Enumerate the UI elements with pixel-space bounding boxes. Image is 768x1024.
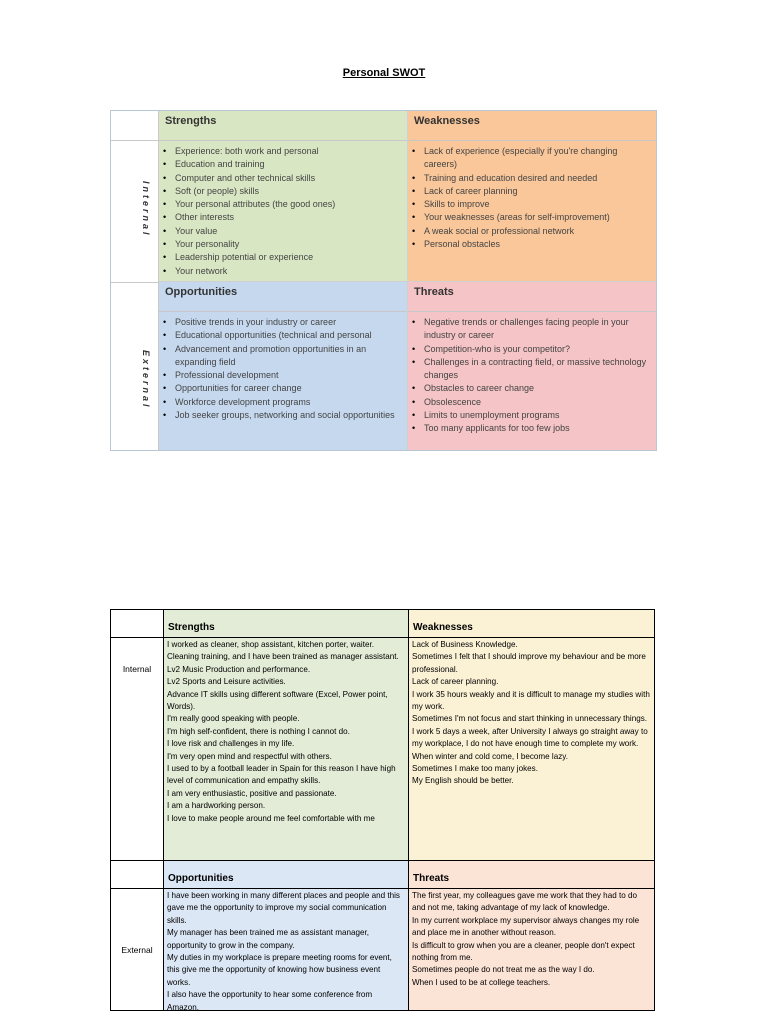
list-item: • Other interests [175,211,403,224]
list-item: • Obstacles to career change [424,382,652,395]
text-line: My English should be better. [412,776,514,786]
list-item: • Job seeker groups, networking and social opportunities [175,409,403,422]
text-line: I have been working in many different places and people and this gave me the opportunity to improve my social communication skills. [167,891,400,925]
personal-opportunities-heading: Opportunities [164,861,409,889]
list-item: • Competition-who is your competitor? [424,343,652,356]
strengths-quadrant [159,111,408,282]
text-line: I'm very open mind and respectful with others. [167,751,332,761]
text-line: Sometimes I felt that I should improve my behaviour and be more professional. [412,652,646,674]
text-line: I work 5 days a week, after University I always go straight away to my workplace, I do not have enough time to complete my work. [412,726,648,749]
text-line: Is difficult to grow when you are a cleaner, people don't expect nothing from me. [412,940,635,963]
list-item: • Your value [175,225,403,238]
personal-swot-table [110,609,655,1011]
text-line: Lack of career planning. [412,677,499,687]
internal-row-label: Internal [111,638,164,861]
side-internal [111,141,159,282]
list-item: • Professional development [175,369,403,382]
text-line: My manager has been trained me as assistant manager, opportunity to grow in the company. [167,928,370,950]
text-line: I'm high self-confident, there is nothing I cannot do. [167,726,350,736]
opportunities-list [159,312,407,422]
list-item: • Your personal attributes (the good ones) [175,198,403,211]
personal-threats-cell [409,889,654,1010]
swot-template-chart [110,110,657,451]
list-item: • Positive trends in your industry or career [175,316,403,329]
text-line: I work 35 hours weakly and it is difficult to manage my studies with my work. [412,689,650,712]
text-line: Advance IT skills using different software (Excel, Power point, Words). [167,689,388,712]
text-line: Lv2 Music Production and performance. [167,664,311,674]
list-item: • Your network [175,265,403,278]
strengths-heading: Strengths [159,111,407,141]
text-line: Cleaning training, and I have been trained as manager assistant. [167,652,399,662]
list-item: • Lack of career planning [424,185,652,198]
list-item: • Advancement and promotion opportunities in an expanding field [175,343,403,370]
list-item: • Challenges in a contracting field, or massive technology changes [424,356,652,383]
text-line: I love risk and challenges in my life. [167,739,295,749]
list-item: • Your personality [175,238,403,251]
external-label: External [141,350,151,410]
weaknesses-quadrant [408,111,656,282]
list-item: • Training and education desired and needed [424,172,652,185]
list-item: • Personal obstacles [424,238,652,251]
list-item: • Limits to unemployment programs [424,409,652,422]
table-corner-cell [111,610,164,638]
text-line: I'm really good speaking with people. [167,714,300,724]
table-mid-blank-cell [111,861,164,889]
list-item: • Your weaknesses (areas for self-improvement) [424,211,652,224]
side-mid-blank [111,282,159,312]
list-item: • Educational opportunities (technical and personal [175,329,403,342]
threats-heading: Threats [408,282,656,312]
internal-label: Internal [141,181,151,238]
personal-strengths-cell [164,638,409,861]
text-line: Sometimes people do not treat me as the way I do. [412,965,595,975]
external-row-label: External [111,889,164,1010]
text-line: When I used to be at college teachers. [412,977,551,987]
text-line: I am a hardworking person. [167,801,266,811]
list-item: • Skills to improve [424,198,652,211]
list-item: • Computer and other technical skills [175,172,403,185]
weaknesses-heading: Weaknesses [408,111,656,141]
threats-quadrant [408,282,656,450]
list-item: • Experience: both work and personal [175,145,403,158]
page-title: Personal SWOT [342,67,426,79]
list-item: • Workforce development programs [175,396,403,409]
text-line: Sometimes I make too many jokes. [412,764,538,774]
list-item: • A weak social or professional network [424,225,652,238]
list-item: • Obsolescence [424,396,652,409]
strengths-list [159,141,407,278]
text-line: In my current workplace my supervisor always changes my role and place me in another without reason. [412,915,640,938]
text-line: Lv2 Sports and Leisure activities. [167,677,286,687]
list-item: • Opportunities for career change [175,382,403,395]
personal-opportunities-cell [164,889,409,1010]
list-item: • Negative trends or challenges facing people in your industry or career [424,316,652,343]
list-item: • Leadership potential or experience [175,251,403,264]
list-item: • Education and training [175,158,403,171]
personal-strengths-heading: Strengths [164,610,409,638]
side-header-blank [111,111,159,141]
personal-weaknesses-cell [409,638,654,861]
side-external [111,312,159,450]
text-line: I love to make people around me feel comfortable with me [167,813,375,823]
text-line: Lack of Business Knowledge. [412,640,518,649]
text-line: I used to by a football leader in Spain for this reason I have high level of communication and empathy skills. [167,764,396,786]
text-line: I am very enthusiastic, positive and passionate. [167,788,337,798]
text-line: The first year, my colleagues gave me work that they had to do and not me, taking advantage of my lack of knowledge. [412,891,637,913]
opportunities-heading: Opportunities [159,282,407,312]
threats-list [408,312,656,436]
list-item: • Soft (or people) skills [175,185,403,198]
list-item: • Lack of experience (especially if you're changing careers) [424,145,652,172]
text-line: My duties in my workplace is prepare meeting rooms for event, this give me the opportunity of knowing how business event works. [167,953,392,987]
text-line: I worked as cleaner, shop assistant, kitchen porter, waiter. [167,640,374,649]
personal-threats-heading: Threats [409,861,654,889]
text-line: Sometimes I'm not focus and start thinking in unnecessary things. [412,714,648,724]
personal-weaknesses-heading: Weaknesses [409,610,654,638]
opportunities-quadrant [159,282,408,450]
weaknesses-list [408,141,656,251]
text-line: When winter and cold come, I become lazy. [412,751,568,761]
text-line: I also have the opportunity to hear some conference from Amazon. [167,990,373,1012]
list-item: • Too many applicants for too few jobs [424,422,652,435]
